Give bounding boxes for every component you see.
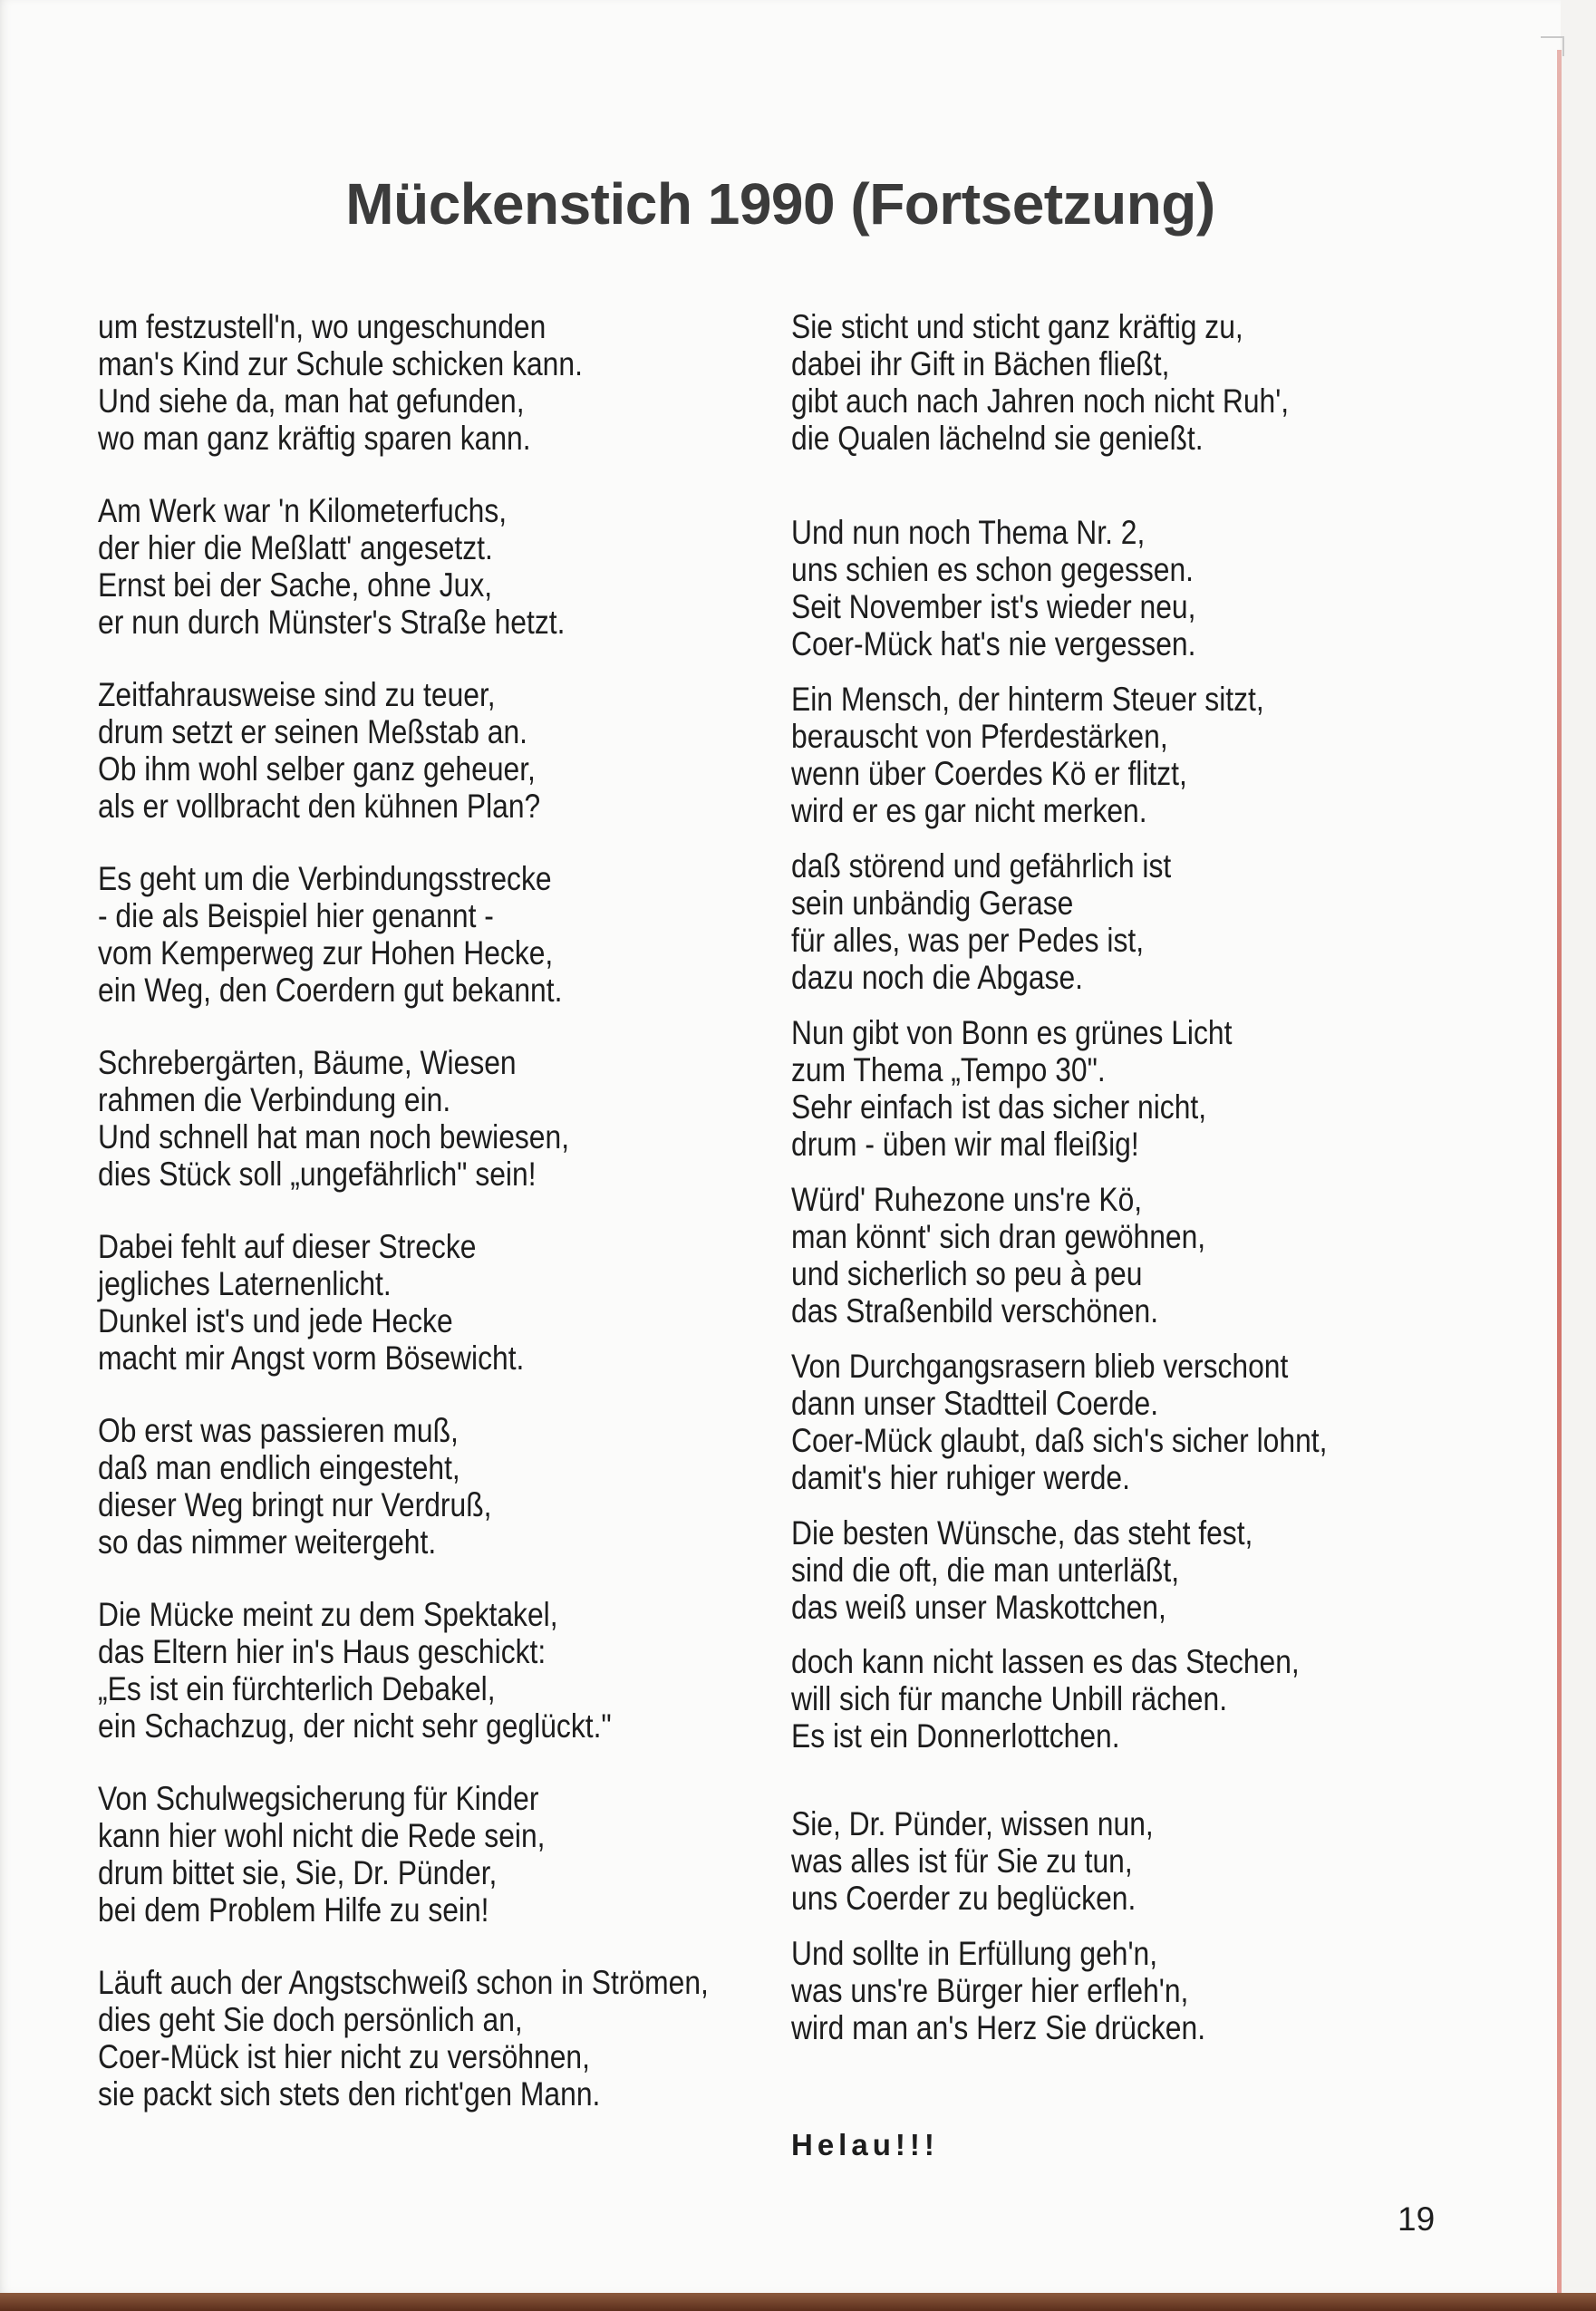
poem-line: jegliches Laternenlicht.: [98, 1265, 392, 1302]
poem-line: Die Mücke meint zu dem Spektakel,: [98, 1596, 558, 1633]
poem-line: sind die oft, die man unterläßt,: [791, 1552, 1180, 1589]
page-edge-red-stripe: [1557, 50, 1562, 2293]
poem-line: Und schnell hat man noch bewiesen,: [98, 1118, 570, 1156]
poem-line: für alles, was per Pedes ist,: [791, 922, 1145, 959]
poem-line: zum Thema „Tempo 30".: [791, 1051, 1106, 1088]
poem-line: drum bittet sie, Sie, Dr. Pünder,: [98, 1854, 498, 1891]
poem-line: Coer-Mück hat's nie vergessen.: [791, 625, 1196, 662]
poem-line: daß man endlich eingesteht,: [98, 1449, 460, 1486]
poem-line: sein unbändig Gerase: [791, 885, 1074, 922]
poem-line: Coer-Mück glaubt, daß sich's sicher lohnt,: [791, 1422, 1328, 1459]
poem-line: Schrebergärten, Bäume, Wiesen: [98, 1044, 517, 1081]
poem-line: Sehr einfach ist das sicher nicht,: [791, 1088, 1207, 1126]
poem-line: Es geht um die Verbindungsstrecke: [98, 860, 552, 897]
left-stanza: [98, 676, 769, 825]
poem-line: Ob erst was passieren muß,: [98, 1412, 459, 1449]
poem-line: Ernst bei der Sache, ohne Jux,: [98, 566, 493, 604]
poem-line: Und siehe da, man hat gefunden,: [98, 382, 525, 420]
poem-line: Zeitfahrausweise sind zu teuer,: [98, 676, 496, 713]
poem-line: ein Schachzug, der nicht sehr geglückt.": [98, 1707, 612, 1745]
poem-line: kann hier wohl nicht die Rede sein,: [98, 1817, 546, 1854]
left-stanza: [98, 1228, 769, 1377]
page-number: 19: [1398, 2200, 1436, 2238]
poem-line: macht mir Angst vorm Bösewicht.: [98, 1339, 525, 1377]
poem-line: Nun gibt von Bonn es grünes Licht: [791, 1014, 1233, 1051]
poem-line: Sie, Dr. Pünder, wissen nun,: [791, 1805, 1154, 1842]
right-stanza: [791, 1348, 1462, 1496]
left-poem-column: [98, 308, 769, 2113]
poem-line: drum - üben wir mal fleißig!: [791, 1126, 1139, 1163]
poem-line: Es ist ein Donnerlottchen.: [791, 1717, 1120, 1755]
left-stanza: [98, 1044, 769, 1193]
bottom-shadow-band: [0, 2293, 1596, 2311]
poem-line: Coer-Mück ist hier nicht zu versöhnen,: [98, 2038, 590, 2075]
poem-line: „Es ist ein fürchterlich Debakel,: [98, 1670, 496, 1707]
left-stanza: [98, 1596, 769, 1745]
right-stanza: [791, 1181, 1462, 1330]
right-stanza: [791, 514, 1462, 662]
poem-line: rahmen die Verbindung ein.: [98, 1081, 451, 1118]
left-stanza: [98, 1780, 769, 1929]
poem-line: dabei ihr Gift in Bächen fließt,: [791, 345, 1170, 382]
poem-line: Und sollte in Erfüllung geh'n,: [791, 1935, 1158, 1972]
poem-line: Seit November ist's wieder neu,: [791, 588, 1196, 625]
poem-line: daß störend und gefährlich ist: [791, 847, 1172, 885]
poem-line: man könnt' sich dran gewöhnen,: [791, 1218, 1206, 1255]
poem-line: - die als Beispiel hier genannt -: [98, 897, 494, 934]
right-stanza: [791, 308, 1462, 457]
page-edge-corner: [1541, 36, 1564, 56]
left-stanza: [98, 860, 769, 1009]
left-stanza: [98, 308, 769, 457]
poem-line: um festzustell'n, wo ungeschunden: [98, 308, 547, 345]
poem-line: wird man an's Herz Sie drücken.: [791, 2009, 1206, 2046]
poem-line: drum setzt er seinen Meßstab an.: [98, 713, 527, 750]
poem-line: das weiß unser Maskottchen,: [791, 1589, 1166, 1626]
poem-line: Von Durchgangsrasern blieb verschont: [791, 1348, 1289, 1385]
poem-line: Läuft auch der Angstschweiß schon in Strömen,: [98, 1964, 709, 2001]
poem-line: so das nimmer weitergeht.: [98, 1523, 437, 1561]
poem-line: berauscht von Pferdestärken,: [791, 718, 1168, 755]
poem-line: er nun durch Münster's Straße hetzt.: [98, 604, 566, 641]
poem-line: ein Weg, den Coerdern gut bekannt.: [98, 972, 563, 1009]
poem-line: die Qualen lächelnd sie genießt.: [791, 420, 1204, 457]
right-stanza: [791, 1514, 1462, 1626]
poem-line: dies geht Sie doch persönlich an,: [98, 2001, 523, 2038]
poem-line: uns Coerder zu beglücken.: [791, 1880, 1137, 1917]
poem-line: das Eltern hier in's Haus geschickt:: [98, 1633, 547, 1670]
poem-line: vom Kemperweg zur Hohen Hecke,: [98, 934, 554, 972]
poem-line: gibt auch nach Jahren noch nicht Ruh',: [791, 382, 1290, 420]
poem-line: man's Kind zur Schule schicken kann.: [98, 345, 583, 382]
right-stanza: [791, 847, 1462, 996]
right-stanza: [791, 1014, 1462, 1163]
poem-line: uns schien es schon gegessen.: [791, 551, 1195, 588]
page-title: Mückenstich 1990 (Fortsetzung): [345, 171, 1215, 237]
closing-exclamation: Helau!!!: [791, 2128, 939, 2161]
poem-line: wo man ganz kräftig sparen kann.: [98, 420, 531, 457]
poem-line: dies Stück soll „ungefährlich" sein!: [98, 1156, 537, 1193]
poem-line: und sicherlich so peu à peu: [791, 1255, 1143, 1292]
poem-line: der hier die Meßlatt' angesetzt.: [98, 529, 493, 566]
poem-line: Von Schulwegsicherung für Kinder: [98, 1780, 539, 1817]
poem-line: das Straßenbild verschönen.: [791, 1292, 1159, 1330]
poem-line: was alles ist für Sie zu tun,: [791, 1842, 1133, 1880]
poem-line: Und nun noch Thema Nr. 2,: [791, 514, 1146, 551]
poem-line: dieser Weg bringt nur Verdruß,: [98, 1486, 492, 1523]
right-stanza: [791, 1935, 1462, 2046]
poem-line: wenn über Coerdes Kö er flitzt,: [791, 755, 1187, 792]
poem-line: Würd' Ruhezone uns're Kö,: [791, 1181, 1143, 1218]
poem-line: doch kann nicht lassen es das Stechen,: [791, 1643, 1300, 1680]
poem-line: sie packt sich stets den richt'gen Mann.: [98, 2075, 601, 2113]
poem-line: will sich für manche Unbill rächen.: [791, 1680, 1228, 1717]
right-stanza: [791, 1643, 1462, 1755]
poem-line: Dabei fehlt auf dieser Strecke: [98, 1228, 477, 1265]
poem-line: Dunkel ist's und jede Hecke: [98, 1302, 453, 1339]
left-stanza: [98, 1412, 769, 1561]
left-stanza: [98, 1964, 769, 2113]
right-stanza: [791, 681, 1462, 829]
poem-line: bei dem Problem Hilfe zu sein!: [98, 1891, 489, 1929]
left-stanza: [98, 492, 769, 641]
poem-line: Ob ihm wohl selber ganz geheuer,: [98, 750, 536, 788]
right-poem-column: [791, 308, 1462, 2046]
poem-line: dann unser Stadtteil Coerde.: [791, 1385, 1159, 1422]
poem-line: dazu noch die Abgase.: [791, 959, 1084, 996]
poem-line: wird er es gar nicht merken.: [791, 792, 1147, 829]
poem-line: was uns're Bürger hier erfleh'n,: [791, 1972, 1189, 2009]
poem-line: damit's hier ruhiger werde.: [791, 1459, 1130, 1496]
right-stanza: [791, 1805, 1462, 1917]
poem-line: Die besten Wünsche, das steht fest,: [791, 1514, 1253, 1552]
poem-line: als er vollbracht den kühnen Plan?: [98, 788, 541, 825]
poem-line: Am Werk war 'n Kilometerfuchs,: [98, 492, 508, 529]
poem-line: Ein Mensch, der hinterm Steuer sitzt,: [791, 681, 1264, 718]
poem-line: Sie sticht und sticht ganz kräftig zu,: [791, 308, 1243, 345]
